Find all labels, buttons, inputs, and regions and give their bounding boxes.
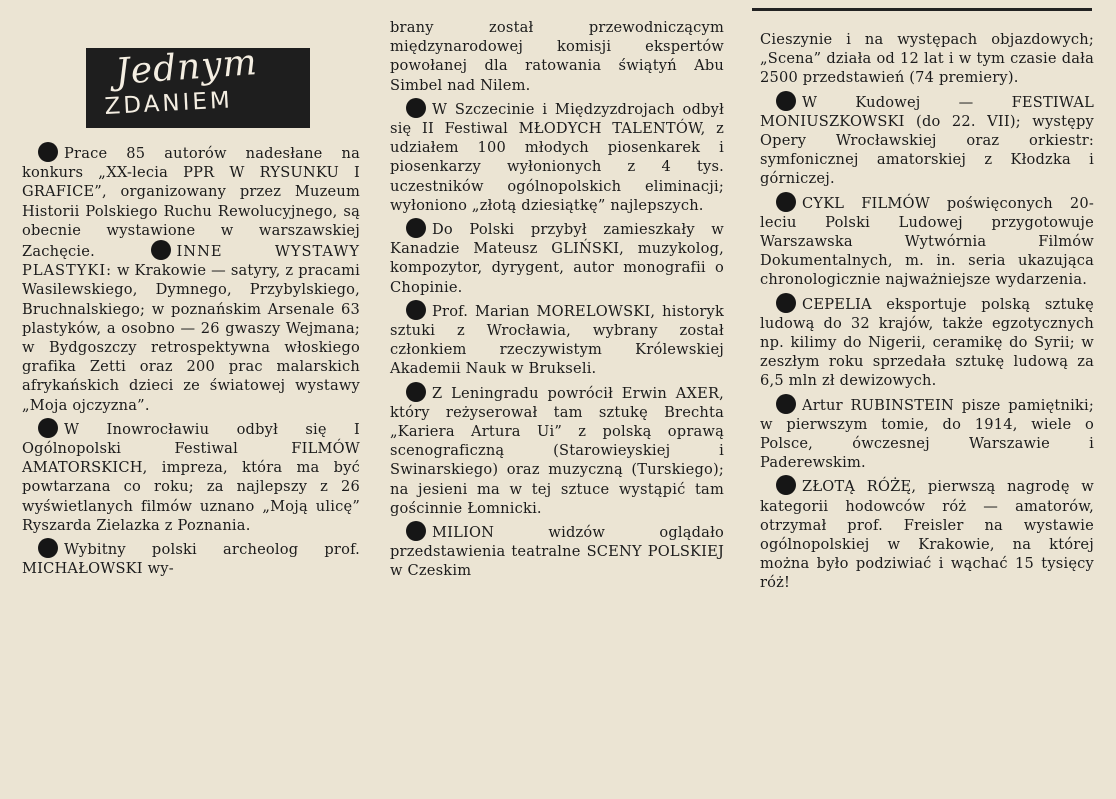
news-item [390,18,724,95]
item-text: Wybitny polski archeolog prof. MICHAŁOWSKI wy- [22,541,360,578]
item-text: W Inowrocławiu odbył się I Ogólnopolski Festiwal FILMÓW AMATORSKICH, impreza, która ma być powtarzana co roku; za najlepszy z 26 wyświetlanych filmów uznano „Moją ulicę” Ryszarda Zielazka z Poznania. [22,420,360,534]
column-2 [390,18,724,584]
item-text: w Krakowie — satyry, z pracami Wasilewskiego, Dymnego, Przybylskiego, Bruchnalskiego; w poznańskim Arsenale 63 plastyków, a osobno — 26 gwaszy Wejmana; w Bydgoszczy retrospektywna włoskiego grafika Zetti oraz 200 prac malarskich afrykańskich dzieci ze światowej wystawy „Moja ojczyzna”. [22,262,360,414]
item-text: MILION widzów oglądało przedstawienia teatralne SCENY POLSKIEJ w Czeskim [390,524,724,580]
column-3 [760,30,1094,596]
section-heading [86,42,310,128]
bullet-icon [776,394,796,414]
news-item [760,192,1094,290]
news-item [760,394,1094,473]
news-item [760,293,1094,391]
item-text: Artur RUBINSTEIN pisze pamiętniki; w pierwszym tomie, do 1914, wiele o Polsce, ówczesnej Warszawie i Paderewskim. [760,396,1094,472]
news-item [390,300,724,379]
news-item [760,30,1094,88]
news-item [22,418,360,535]
bullet-icon [38,538,58,558]
news-item [390,382,724,518]
heading-caps: ZDANIEM [104,87,234,120]
bullet-icon [776,91,796,111]
column-1 [22,142,360,581]
news-item [22,538,360,578]
item-text: Prace 85 autorów nadesłane na konkurs „XX-lecia PPR W RYSUNKU I GRAFICE”, organizowany przez Muzeum Historii Polskiego Ruchu Rewolucyjnego, są obecnie wystawione w warszawskiej Zachęcie. [22,145,360,261]
bullet-icon [406,382,426,402]
item-text: ZŁOTĄ RÓŻĘ, pierwszą nagrodę w kategorii hodowców róż — amatorów, otrzymał prof. Freisler na wystawie ogólnopolskiej w Krakowie, na której można było podziwiać i wąchać 15 tysięcy róż! [760,478,1094,592]
bullet-icon [776,293,796,313]
news-item [390,98,724,215]
item-text: CEPELIA eksportuje polską sztukę ludową do 32 krajów, także egzotycznych np. kilimy do Nigerii, ceramikę do Syrii; w zeszłym roku sprzedała sztukę ludową za 6,5 mln zł dewizowych. [760,295,1094,390]
heading-script: Jednym [114,42,259,93]
news-item [22,142,360,415]
bullet-icon [151,240,171,260]
item-text: brany został przewodniczącym międzynarodowej komisji ekspertów powołanej dla ratowania świątyń Abu Simbel nad Nilem. [390,19,724,94]
item-lead: INNE WYSTAWY PLASTYKI: [22,243,360,280]
item-text: Z Leningradu powrócił Erwin AXER, który reżyserował tam sztukę Brechta „Kariera Artura Ui” z polską oprawą scenograficzną (Starowieyskiej i Swinarskiego) oraz muzyczną (Turskiego); na jesieni ma w tej sztuce wystąpić tam gościnnie Łomnicki. [390,384,724,517]
bullet-icon [38,142,58,162]
top-rule [752,8,1092,11]
item-text: Cieszynie i na występach objazdowych; „Scena” działa od 12 lat i w tym czasie dała 2500 przedstawień (74 premiery). [760,31,1094,87]
news-item [390,521,724,581]
bullet-icon [406,98,426,118]
news-item [760,475,1094,592]
item-text: Prof. Marian MORELOWSKI, historyk sztuki z Wrocławia, wybrany został członkiem rzeczywistym Królewskiej Akademii Nauk w Brukseli. [390,302,724,378]
item-text: Do Polski przybył zamieszkały w Kanadzie Mateusz GLIŃSKI, muzykolog, kompozytor, dyrygent, autor monografii o Chopinie. [390,221,724,296]
bullet-icon [406,521,426,541]
item-text: W Szczecinie i Międzyzdrojach odbył się II Festiwal MŁODYCH TALENTÓW, z udziałem 100 młodych piosenkarek i piosenkarzy wyłonionych z 4 tys. uczestników ogólnopolskich eliminacji; wyłoniono „złotą dziesiątkę” najlepszych. [390,100,724,214]
item-text: W Kudowej — FESTIWAL MONIUSZKOWSKI (do 22. VII); występy Opery Wrocławskiej oraz orkiestr: symfonicznej amatorskiej z Kłodzka i górniczej. [760,93,1094,188]
bullet-icon [38,418,58,438]
bullet-icon [776,475,796,495]
news-item [390,218,724,297]
bullet-icon [406,300,426,320]
bullet-icon [776,192,796,212]
news-item [760,91,1094,189]
item-text: CYKL FILMÓW poświęconych 20-leciu Polski Ludowej przygotowuje Warszawska Wytwórnia Filmów Dokumentalnych, m. in. seria ukazująca chronologicznie najważniejsze wydarzenia. [760,194,1094,289]
bullet-icon [406,218,426,238]
